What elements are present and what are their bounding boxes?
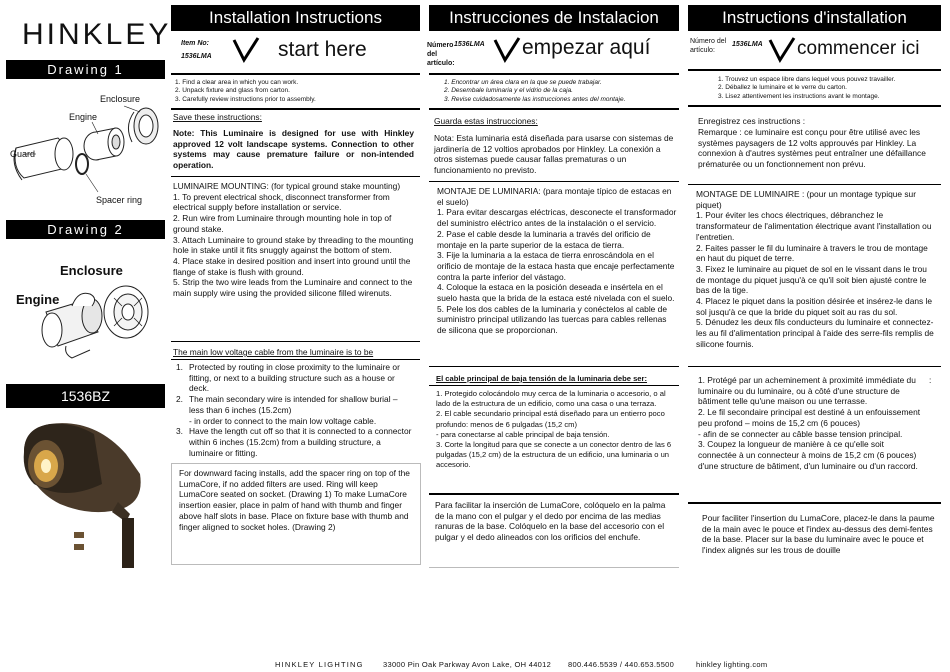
engine-label: Engine	[69, 112, 98, 122]
en-prep-step: 3. Carefully review instructions prior to assembly.	[175, 95, 316, 103]
en-prep-step: 1. Find a clear area in which you can work.	[175, 79, 299, 86]
en-prep-steps	[175, 79, 415, 104]
es-mount-step: 4. Coloque la estaca en la posición deseada e insértela en el suelo hasta que la brida de la estaca esté nivelada con el suelo.	[437, 282, 675, 304]
en-cable-steps: 1. Protected by routing in close proximity to the luminaire or fitting, or next to a building structure such as a house or deck. 2. The main secondary wire is intended for shallow burial – less than 6 inches (15.2cm) - in order to connect to the main low voltage cable. 3. Have the length cut off so that it is connected to a connector within 6 inches (15.2cm) from a building structure, a luminaire or fitting.	[176, 362, 412, 458]
product-photo	[14, 414, 164, 574]
es-save-heading: Guarda estas instrucciones:	[434, 116, 538, 126]
es-downward-text: Para facilitar la inserción de LumaCore, colóquelo en la palma de la mano con el pulgar y el dedo por encima de las medias ranuras de la base. Colóquelo en la base del accesorio con el pulgar y el dedo alineados con los orificios del enchufe.	[435, 500, 666, 543]
es-rule-3	[429, 181, 679, 182]
es-mount-step: 2. Pase el cable desde la luminaria a través del orificio de montaje en la parte superior de la estaca de tierra.	[437, 228, 651, 250]
es-mount-step: 5. Pele los dos cables de la luminaria y conéctelos al cable de suministro principal utilizando las tuercas para cables rellenas de silicona que se proporcionan.	[437, 303, 667, 336]
fr-rule-top	[688, 69, 941, 71]
spacer-ring-label: Spacer ring	[96, 195, 143, 205]
es-check-icon	[493, 36, 521, 64]
enclosure-label: Enclosure	[100, 94, 141, 104]
es-start-here: empezar aquí	[522, 36, 651, 59]
es-item-number: 1536LMA	[454, 41, 485, 48]
en-mount-step: 2. Run wire from Luminaire through mounting hole in top of ground stake.	[173, 213, 392, 234]
en-rule-top	[171, 73, 420, 75]
en-check-icon	[232, 36, 260, 64]
fr-rule-5	[688, 502, 941, 504]
fr-save-heading: Enregistrez ces instructions :	[698, 116, 806, 126]
fr-item-number: 1536LMA	[732, 41, 763, 48]
drawing2-title: Drawing 2	[6, 220, 165, 239]
footer	[275, 660, 945, 669]
en-prep-step: 2. Unpack fixture and glass from carton.	[175, 87, 290, 95]
fr-title: Instructions d'installation	[688, 5, 941, 31]
es-rule-5	[429, 385, 679, 386]
es-prep-steps	[444, 79, 678, 104]
en-item-label: Item No:	[181, 40, 209, 47]
fr-mount-step: 2. Faites passer le fil du luminaire à travers le trou de montage en haut du piquet de terre.	[696, 242, 928, 264]
en-mounting	[173, 181, 417, 299]
en-rule-5	[171, 359, 420, 360]
fr-mount-step: 5. Dénudez les deux fils conducteurs du luminaire et connectez-les au fil d'alimentation principal à l'aide des serre-fils remplis de silicone fournis.	[696, 317, 934, 349]
es-mount-step: 1. Para evitar descargas eléctricas, desconecte el transformador del suministro eléctrico antes de la instalación o el servicio.	[437, 207, 677, 229]
fr-start-here: commencer ici	[797, 38, 920, 59]
footer-address: 33000 Pin Oak Parkway Avon Lake, OH 44012	[383, 660, 552, 669]
fr-prep-step: 1. Trouvez un espace libre dans lequel vous pouvez travailler.	[718, 76, 896, 83]
en-note: Note: This Luminaire is designed for use with Hinkley approved 12 volt landscape systems. Connection to other systems may cause premature failure or non-intended operation.	[173, 128, 414, 171]
en-title: Installation Instructions	[171, 5, 420, 31]
fr-downward-text: Pour faciliter l'insertion du LumaCore, placez-le dans la paume de la main avec le pouce et l'index au-dessus des demi-fentes de la base. Placer sur la base du luminaire avec le pouce et l'index alignés sur les trous de douille	[702, 513, 935, 556]
es-prep-step: 3. Revise cuidadosamente las instrucciones antes del montaje.	[444, 95, 626, 103]
drawing1-title: Drawing 1	[6, 60, 165, 79]
en-mount-step: 4. Place stake in desired position and insert into ground until the flange of stake is flush with ground.	[173, 255, 411, 277]
guard-label: Guard	[10, 149, 36, 159]
es-rule-top	[429, 73, 679, 75]
en-rule-2	[171, 108, 420, 110]
product-code-bar: 1536BZ	[6, 384, 165, 408]
fr-mount-step: 3. Fixez le luminaire au piquet de sol en le vissant dans le trou de montage du piquet jusqu'à ce qu'il soit bien ajusté contre le bas de la tige.	[696, 263, 927, 296]
drawing2-enclosure-label: Enclosure	[60, 263, 123, 278]
en-rule-4	[171, 341, 420, 342]
footer-website: hinkley lighting.com	[696, 660, 768, 669]
es-rule-2	[429, 108, 679, 110]
fr-cable-colon: :	[929, 375, 932, 385]
fr-mount-step: 4. Placez le piquet dans la position désirée et insérez-le dans le sol jusqu'à ce que la bride du piquet soit au ras du sol.	[696, 296, 933, 317]
en-mount-step: 3. Attach Luminaire to ground stake by threading to the mounting hole in stake until it fits snuggly against the bottom of stem.	[173, 234, 414, 256]
en-mount-step: 1. To prevent electrical shock, disconnect transformer from electrical supply before installation or service.	[173, 191, 390, 213]
es-title: Instrucciones de Instalacion	[429, 5, 679, 31]
brand-logo: HINKLEY	[22, 18, 172, 51]
en-start-here: start here	[278, 38, 367, 61]
fr-cable-steps: 1. Protégé par un acheminement à proximité immédiate du luminaire ou du luminaire, ou à côté d'une structure de bâtiment telle qu'une maison ou une terrasse. 2. Le fil secondaire principal est destiné à un enfouissement peu profond – moins de 15,2 cm (6 pouces) - afin de se connecter au câble basse tension principal. 3. Coupez la longueur de manière à ce qu'elle soit connectée à un connecteur à moins de 15,2 cm (6 pouces) d'une structure de bâtiment, d'un luminaire ou d'un raccord.	[698, 375, 921, 471]
fr-prep-step: 2. Déballez le luminaire et le verre du carton.	[718, 84, 847, 92]
es-prep-step: 1. Encontrar un área clara en la que se puede trabajar.	[444, 79, 602, 86]
fr-rule-4	[688, 366, 941, 367]
en-mount-step: 5. Strip the two wire leads from the Luminaire and connect to the main supply wire using the provided silicone filled wirenuts.	[173, 277, 413, 299]
es-prep-step: 2. Desembale luminaria y el vidrio de la caja.	[444, 87, 573, 95]
fr-mounting	[696, 189, 936, 350]
es-mount-step: 3. Fije la luminaria a la estaca de tierra enroscándola en el orificio de montaje de la estaca hasta que encaje perfectamente contra la parte inferior del vástago.	[437, 250, 675, 282]
es-mount-heading: MONTAJE DE LUMINARIA: (para montaje típico de estacas en el suelo)	[437, 186, 672, 207]
es-item-label: Número del artículo:	[427, 42, 455, 67]
fr-rule-3	[688, 184, 941, 185]
footer-brand: HINKLEY LIGHTING	[275, 660, 364, 669]
en-cable-heading: The main low voltage cable from the luminaire is to be	[173, 347, 374, 357]
en-rule-3	[171, 176, 420, 177]
es-rule-4	[429, 366, 679, 367]
fr-prep-step: 3. Lisez attentivement les instructions avant le montage.	[718, 92, 880, 100]
fr-prep-steps	[718, 76, 938, 101]
fr-item-label: Número del artículo:	[690, 38, 727, 54]
fr-mount-step: 1. Pour éviter les chocs électriques, débranchez le transformateur de l'alimentation électrique avant l'installation ou l'entretien.	[696, 210, 932, 242]
fr-note: Remarque : ce luminaire est conçu pour être utilisé avec les systèmes paysagers de 12 volts approuvés par Hinkley. La connexion à d'autres systèmes peut entraîner une défaillance prématurée ou un fonctionnement non prévu.	[698, 127, 926, 170]
en-save-heading: Save these instructions:	[173, 112, 262, 122]
es-cable-heading: El cable principal de baja tensión de la luminaria debe ser:	[436, 374, 648, 383]
es-mounting	[437, 186, 677, 336]
drawing2-engine-label: Engine	[16, 292, 60, 307]
en-item-number: 1536LMA	[181, 53, 212, 60]
en-downward-text: For downward facing installs, add the spacer ring on top of the LumaCore, if no added filters are used. Ring will keep LumaCore seated on socket. (Drawing 1) To make LumaCore insertion easier, place in palm of hand with thumb and finger above half slots in base. Place on fixture base with thumb and finger aligned to socket holes. (Drawing 2)	[179, 468, 410, 532]
es-cable-steps: 1. Protegido colocándolo muy cerca de la luminaria o accesorio, o al lado de la estructura de un edificio, como una casa o una terraza. 2. El cable secundario principal está diseñado para un entierro poco profundo: menos de 6 pulgadas (15,2 cm) - para conectarse al cable principal de baja tensión. 3. Corte la longitud para que se conecte a un conector dentro de las 6 pulgadas (15,2 cm) de la estructura de un edificio, una luminaria o un accesorio.	[436, 389, 672, 470]
en-mount-heading: LUMINAIRE MOUNTING: (for typical ground stake mounting)	[173, 181, 401, 191]
fr-check-icon	[768, 36, 796, 64]
fr-mount-heading: MONTAGE DE LUMINAIRE : (pour un montage typique sur piquet)	[696, 189, 916, 210]
es-note: Nota: Esta luminaria está diseñada para usarse con sistemas de jardinería de 12 voltios aprobados por Hinkley. La conexión a otros sistemas puede causar fallas prematuras o un funcionamiento no previsto.	[434, 133, 674, 176]
fr-rule-2	[688, 105, 941, 107]
footer-phone: 800.446.5539 / 440.653.5500	[568, 660, 675, 669]
